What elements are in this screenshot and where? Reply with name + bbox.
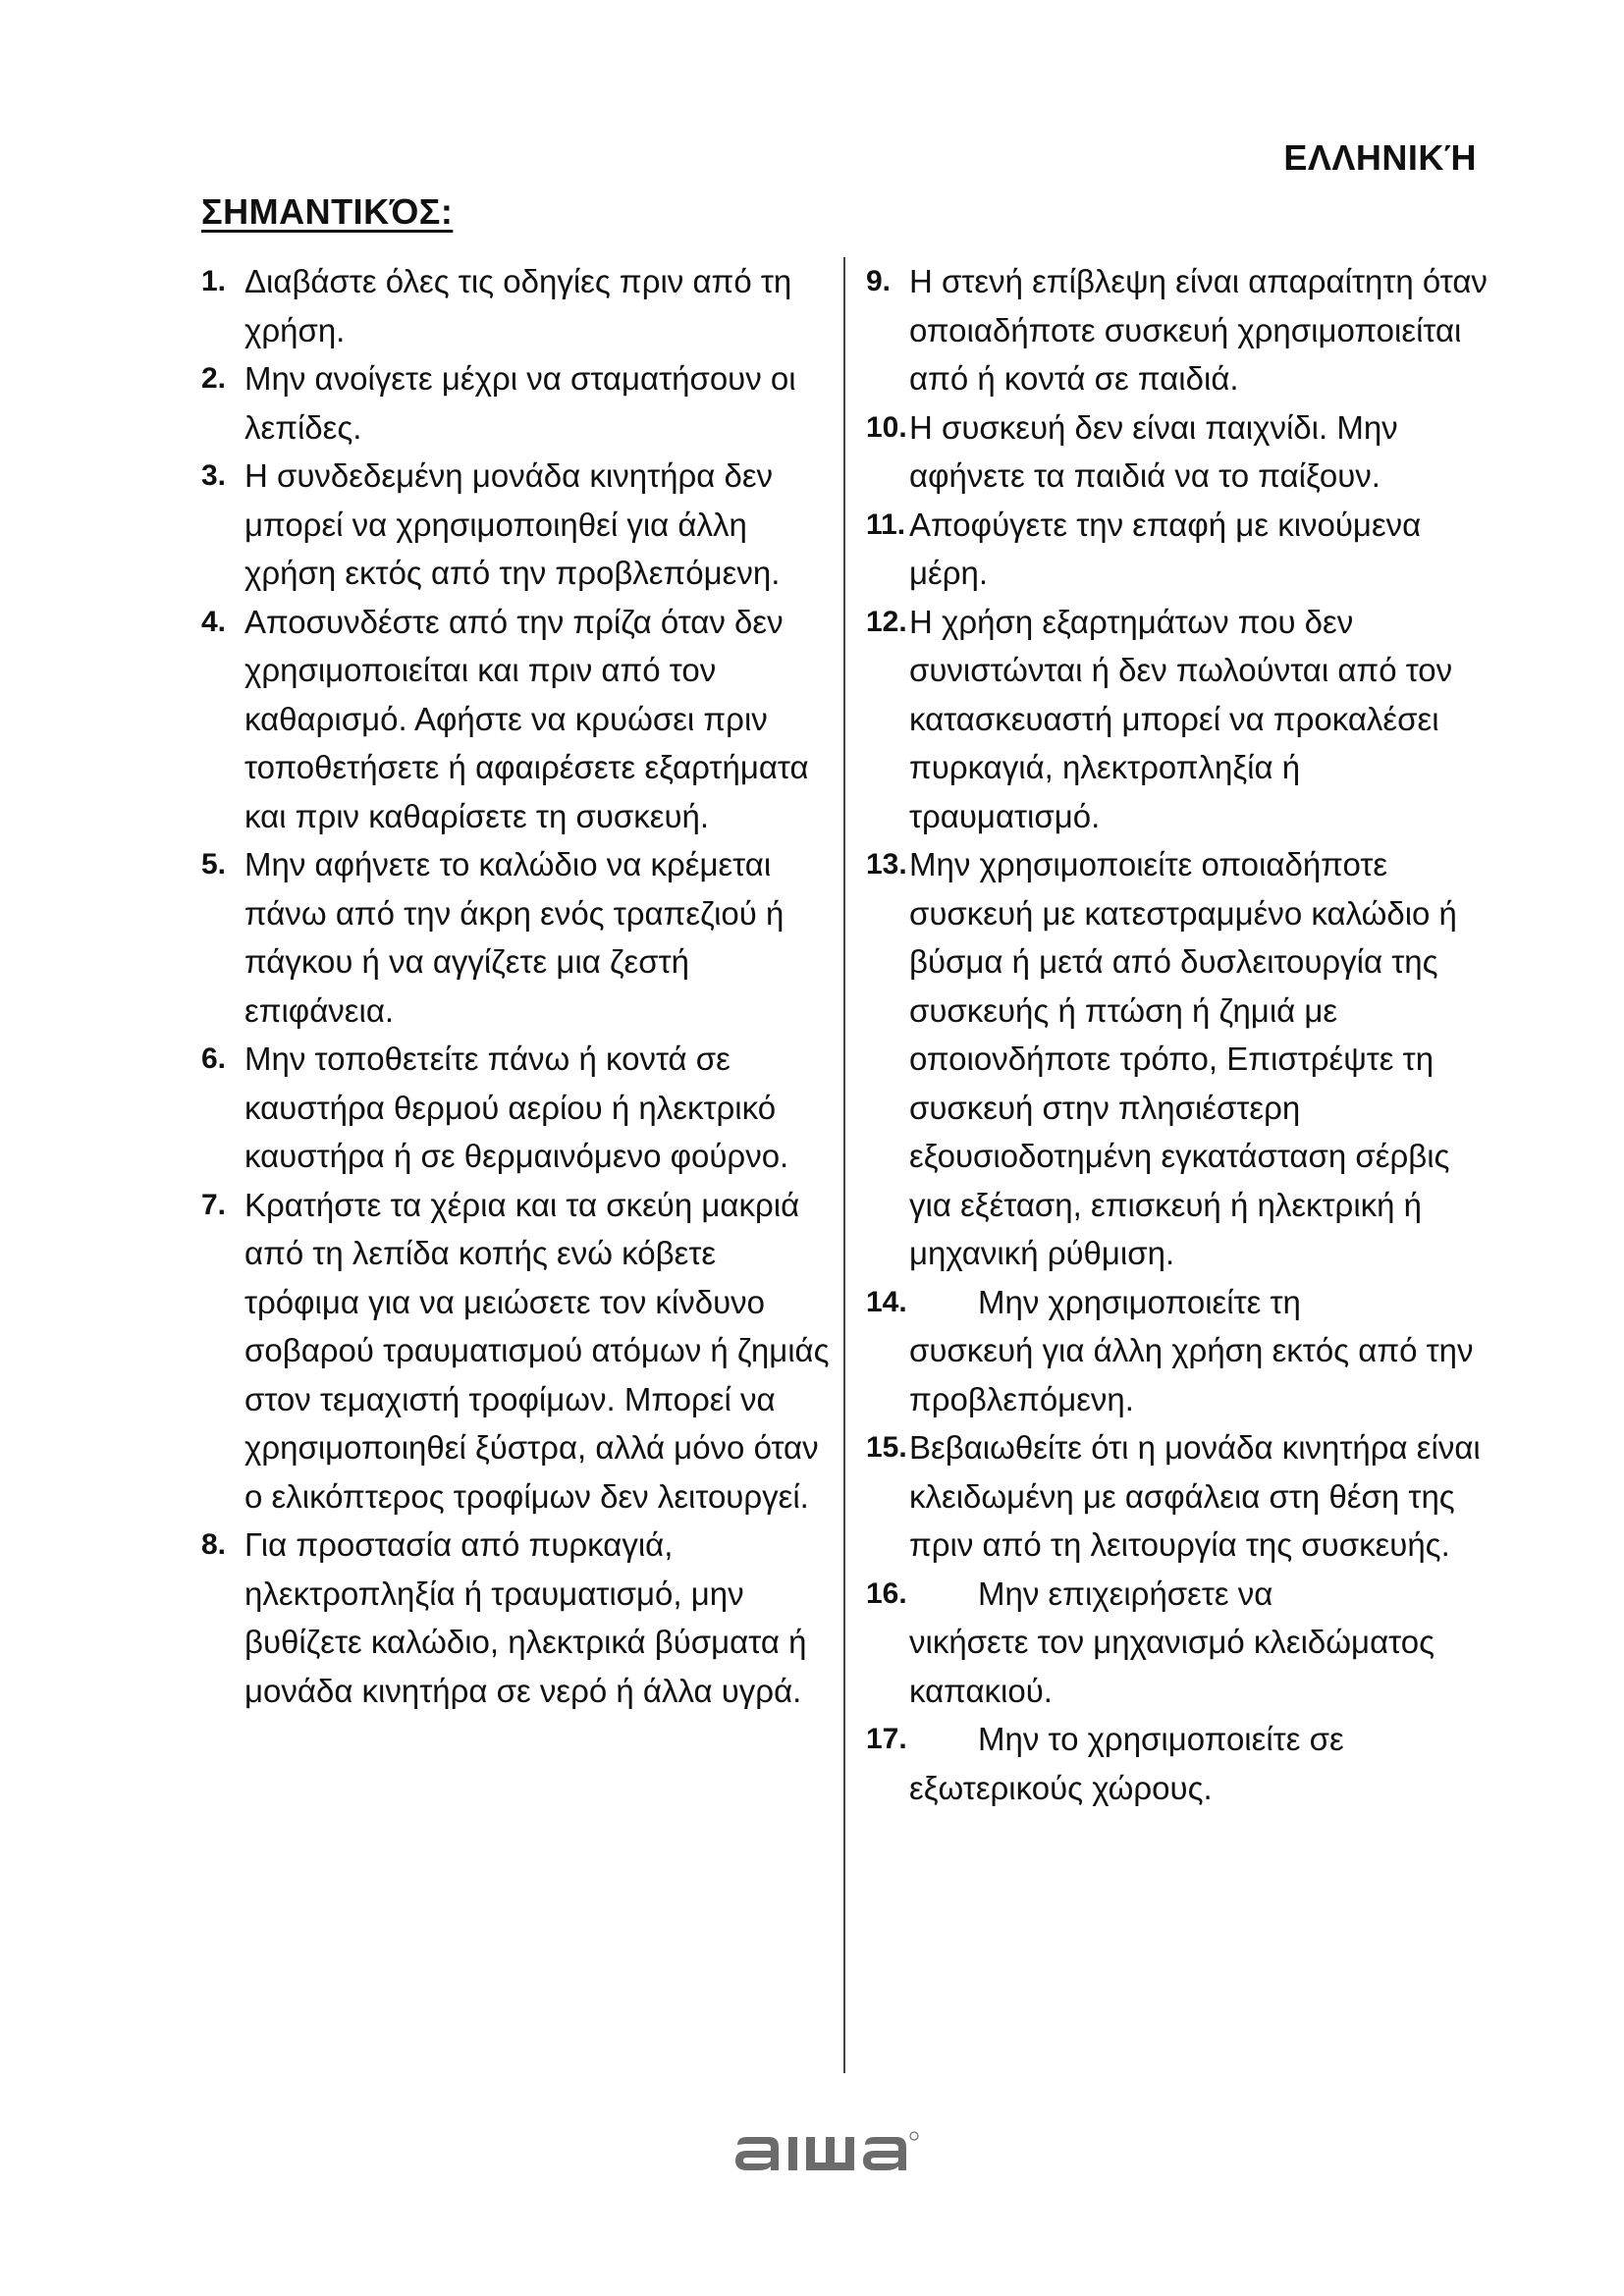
item-text: Η στενή επίβλεψη είναι απαραίτητη όταν οποιαδήποτε συσκευή χρησιμοποιείται από ή κοντά σε παιδιά. <box>909 263 1488 397</box>
item-number: 2. <box>201 362 227 395</box>
instruction-item <box>201 598 830 841</box>
item-text: Μην ανοίγετε μέχρι να σταματήσουν οι λεπίδες. <box>244 360 796 446</box>
item-text: Κρατήστε τα χέρια και τα σκεύη μακριά από τη λεπίδα κοπής ενώ κόβετε τρόφιμα για να μειώσετε τον κίνδυνο σοβαρού τραυματισμού ατόμων ή ζημιάς στον τεμαχιστή τροφίμων. Μπορεί να χρησιμοποιηθεί ξύστρα, αλλά μόνο όταν ο ελικόπτερος τροφίμων δεν λειτουργεί. <box>244 1186 830 1515</box>
item-number: 1. <box>201 265 227 297</box>
instruction-item <box>201 1521 830 1715</box>
instructions-right-column <box>866 257 1494 1812</box>
item-text: Διαβάστε όλες τις οδηγίες πριν από τη χρήση. <box>244 263 792 348</box>
item-number: 16. <box>866 1576 907 1610</box>
item-number: 5. <box>201 848 227 881</box>
item-number: 17. <box>866 1723 907 1755</box>
item-text: Βεβαιωθείτε ότι η μονάδα κινητήρα είναι κλειδωμένη με ασφάλεια στη θέση της πριν από τη λειτουργία της συσκευής. <box>909 1429 1481 1563</box>
logo-text: aiwa <box>731 2125 734 2126</box>
instructions-left-column <box>201 257 830 1715</box>
column-divider <box>843 257 845 2073</box>
item-text: Μην αφήνετε το καλώδιο να κρέμεται πάνω από την άκρη ενός τραπεζιού ή πάγκου ή να αγγίζετε μια ζεστή επιφάνεια. <box>244 846 785 1029</box>
item-text-first-line: Μην το χρησιμοποιείτε σε <box>978 1721 1344 1757</box>
item-text: Αποφύγετε την επαφή με κινούμενα μέρη. <box>909 506 1422 591</box>
item-text: Αποσυνδέστε από την πρίζα όταν δεν χρησιμοποιείται και πριν από τον καθαρισμό. Αφήστε να κρυώσει πριν τοποθετήσετε ή αφαιρέσετε εξαρτήματα και πριν καθαρίσετε τη συσκευή. <box>244 603 809 834</box>
item-number: 10. <box>866 410 907 444</box>
instruction-item <box>201 354 830 452</box>
item-number: 15. <box>866 1431 907 1464</box>
item-number: 3. <box>201 459 227 492</box>
item-number: 14. <box>866 1285 907 1318</box>
item-text: Μην τοποθετείτε πάνω ή κοντά σε καυστήρα θερμού αερίου ή ηλεκτρικό καυστήρα ή σε θερμαινόμενο φούρνο. <box>244 1041 789 1174</box>
item-number: 9. <box>866 265 892 297</box>
item-text: εξωτερικούς χώρους. <box>909 1769 1213 1806</box>
item-number: 11. <box>866 507 906 541</box>
instruction-item <box>866 1278 1494 1424</box>
instruction-item <box>866 501 1494 598</box>
item-number: 6. <box>201 1042 227 1075</box>
instruction-item <box>201 452 830 598</box>
item-number: 12. <box>866 605 907 638</box>
instruction-item <box>201 1181 830 1522</box>
instruction-item <box>201 840 830 1035</box>
instruction-item <box>866 257 1494 403</box>
instruction-item <box>866 1423 1494 1570</box>
item-text: νικήσετε τον μηχανισμό κλειδώματος καπακιού. <box>909 1624 1435 1709</box>
aiwa-logo <box>731 2125 957 2178</box>
item-number: 4. <box>201 605 227 638</box>
item-text: Μην χρησιμοποιείτε οποιαδήποτε συσκευή με κατεστραμμένο καλώδιο ή βύσμα ή μετά από δυσλειτουργία της συσκευής ή πτώση ή ζημιά με οποιονδήποτε τρόπο, Επιστρέψτε τη συσκευή στην πλησιέστερη εξουσιοδοτημένη εγκατάσταση σέρβις για εξέταση, επισκευή ή ηλεκτρική ή μηχανική ρύθμιση. <box>909 846 1457 1271</box>
item-number: 13. <box>866 848 907 881</box>
item-text-first-line: Μην χρησιμοποιείτε τη <box>978 1283 1301 1320</box>
language-label: ΕΛΛΗΝΙΚΉ <box>1283 137 1477 178</box>
instruction-item <box>866 403 1494 501</box>
item-text: Η συσκευή δεν είναι παιχνίδι. Μην αφήνετε τα παιδιά να το παίξουν. <box>909 408 1398 494</box>
instruction-item <box>866 598 1494 841</box>
page-title: ΣΗΜΑΝΤΙΚΌΣ: <box>201 191 454 232</box>
item-text: Η χρήση εξαρτημάτων που δεν συνιστώνται ή δεν πωλούνται από τον κατασκευαστή μπορεί να προκαλέσει πυρκαγιά, ηλεκτροπληξία ή τραυματισμό. <box>909 603 1453 834</box>
instruction-item <box>866 1715 1494 1812</box>
instruction-item <box>866 840 1494 1278</box>
item-number: 7. <box>201 1188 227 1221</box>
instruction-item <box>201 1035 830 1181</box>
item-text: Για προστασία από πυρκαγιά, ηλεκτροπληξία ή τραυματισμό, μην βυθίζετε καλώδιο, ηλεκτρικά βύσματα ή μονάδα κινητήρα σε νερό ή άλλα υγρά. <box>244 1526 807 1709</box>
item-text: συσκευή για άλλη χρήση εκτός από την προβλεπόμενη. <box>909 1332 1474 1417</box>
item-text: Η συνδεδεμένη μονάδα κινητήρα δεν μπορεί να χρησιμοποιηθεί για άλλη χρήση εκτός από την προβλεπόμενη. <box>244 457 781 591</box>
instruction-item <box>201 257 830 354</box>
item-text-first-line: Μην επιχειρήσετε να <box>978 1575 1273 1612</box>
item-number: 8. <box>201 1528 227 1561</box>
instruction-item <box>866 1570 1494 1716</box>
